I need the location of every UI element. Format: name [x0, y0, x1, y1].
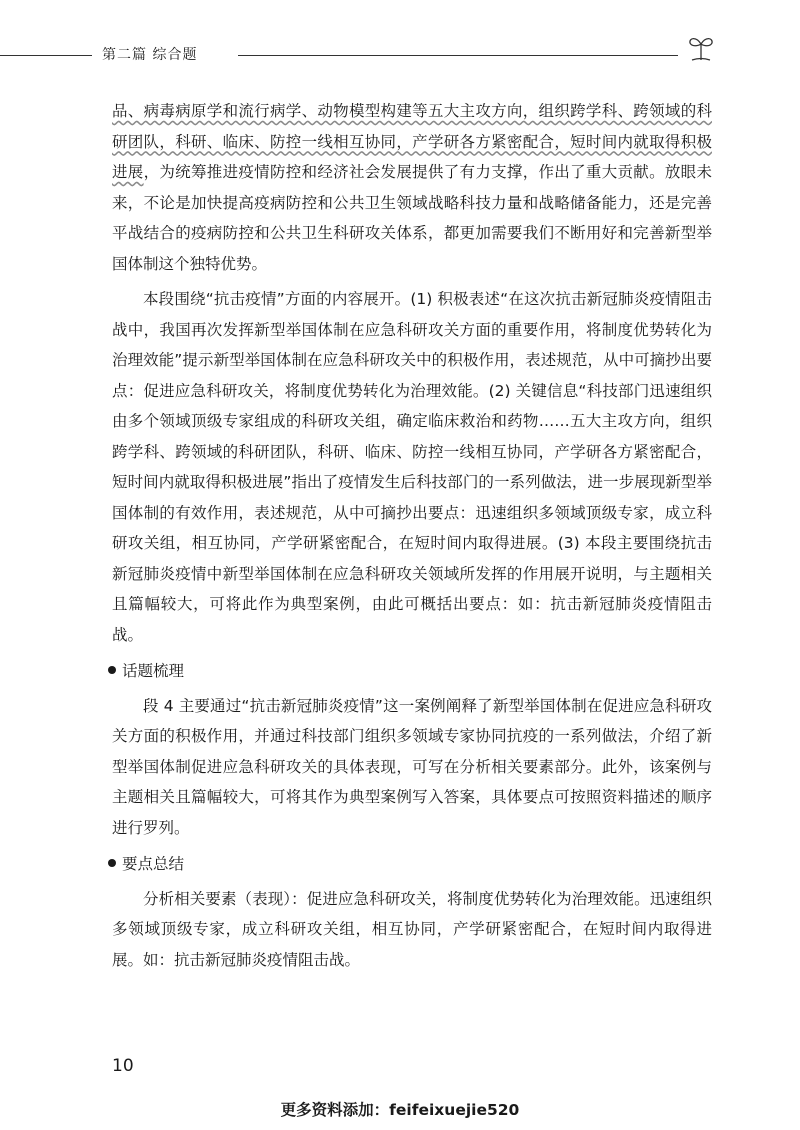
running-header: [0, 44, 800, 68]
analysis-paragraph: 本段围绕“抗击疫情”方面的内容展开。(1) 积极表述“在这次抗击新冠肺炎疫情阻击战中，我国再次发挥新型举国体制在应急科研攻关方面的重要作用，将制度优势转化为治理效能”提示新型举国体制在应急科研攻关中的积极作用，表述规范，从中可摘抄出要点：促进应急科研攻关，将制度优势转化为治理效能。(2) 关键信息“科技部门迅速组织由多个领域顶级专家组成的科研攻关组，确定临床救治和药物……五大主攻方向，组织跨学科、跨领域的科研团队，科研、临床、防控一线相互协同，产学研各方紧密配合，短时间内就取得积极进展”指出了疫情发生后科技部门的一系列做法，进一步展现新型举国体制的有效作用，表述规范，从中可摘抄出要点：迅速组织多领域顶级专家，成立科研攻关组，相互协同，产学研紧密配合，在短时间内取得进展。(3) 本段主要围绕抗击新冠肺炎疫情中新型举国体制在应急科研攻关领域所发挥的作用展开说明，与主题相关且篇幅较大，可将此作为典型案例，由此可概括出要点：如：抗击新冠肺炎疫情阻击战。: [112, 290, 712, 644]
page-number: 10: [112, 1056, 134, 1076]
sprout-icon: [686, 30, 716, 64]
marked-phrase: 品、病毒病原学和流行病学、动物模型构建等五大主攻方向，组织跨学科、跨领域的科研团队，科研、临床、防控一线相互协同，产学研各方紧密配合，短时间内就取得积极进展: [112, 102, 712, 181]
topic-heading: [108, 656, 712, 687]
bullet-icon: [108, 859, 116, 867]
topic-heading-label: 话题梳理: [122, 662, 185, 680]
summary-heading-label: 要点总结: [122, 855, 185, 873]
section-title: 第二篇 综合题: [102, 47, 198, 63]
header-rule-right: [238, 55, 678, 56]
footer-note: 更多资料添加：feifeixuejie520: [280, 1101, 520, 1119]
page-content: [112, 96, 712, 975]
bullet-icon: [108, 666, 116, 674]
header-rule-left: [0, 55, 92, 56]
summary-paragraph: 分析相关要素（表现）：促进应急科研攻关，将制度优势转化为治理效能。迅速组织多领域顶级专家，成立科研攻关组，相互协同，产学研紧密配合，在短时间内取得进展。如：抗击新冠肺炎疫情阻击战。: [112, 889, 712, 969]
material-paragraph: [112, 96, 712, 279]
summary-heading: [108, 849, 712, 880]
topic-paragraph: 段 4 主要通过“抗击新冠肺炎疫情”这一案例阐释了新型举国体制在促进应急科研攻关方面的积极作用，并通过科技部门组织多领域专家协同抗疫的一系列做法，介绍了新型举国体制促进应急科研攻关的具体表现，可写在分析相关要素部分。此外，该案例与主题相关且篇幅较大，可将其作为典型案例写入答案，具体要点可按照资料描述的顺序进行罗列。: [112, 696, 712, 837]
material-paragraph-rest: ，为统筹推进疫情防控和经济社会发展提供了有力支撑，作出了重大贡献。放眼未来，不论是加快提高疫病防控和公共卫生领域战略科技力量和战略储备能力，还是完善平战结合的疫病防控和公共卫生科研攻关体系，都更加需要我们不断用好和完善新型举国体制这个独特优势。: [112, 163, 712, 273]
